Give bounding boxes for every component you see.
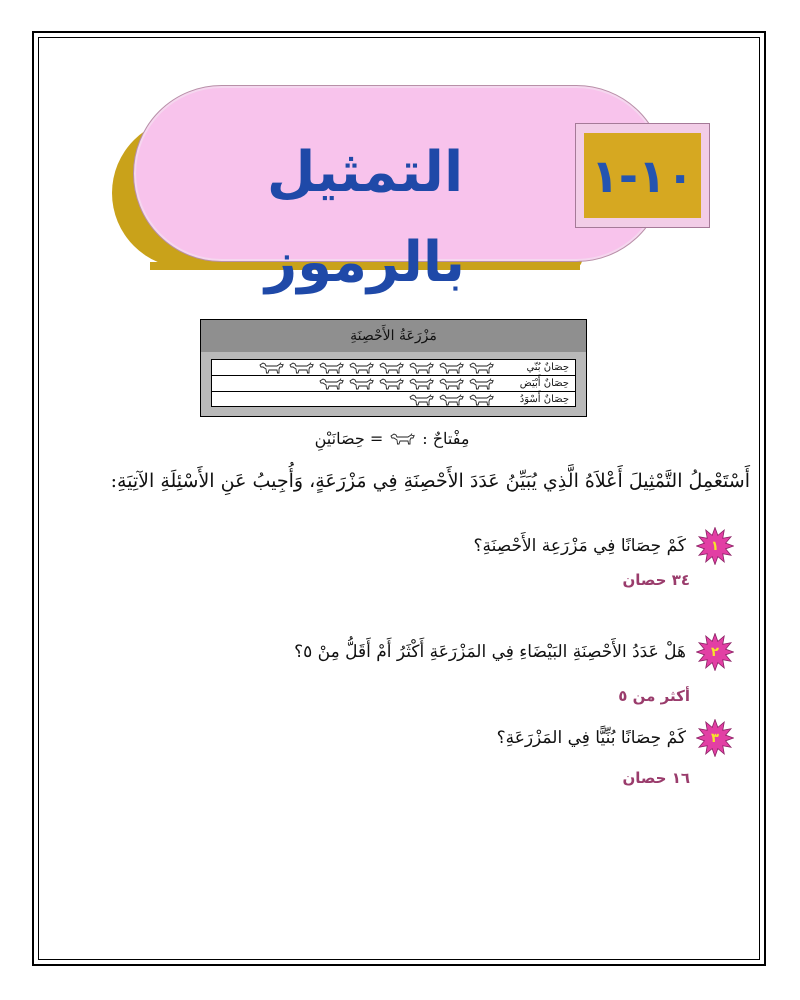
lesson-title: التمثيل بالرموز — [265, 140, 465, 295]
horse-icon — [438, 361, 465, 375]
horse-icon — [348, 377, 375, 391]
pictograph-row-black — [212, 392, 575, 406]
pictograph-row-white — [212, 376, 575, 392]
row-label: حِصَانٌ أَسْوَدُ — [519, 394, 569, 405]
starburst-icon — [696, 633, 734, 671]
pictograph-row-brown — [212, 360, 575, 376]
horse-icon — [438, 377, 465, 391]
answer-1: ٣٤ حصان — [622, 571, 690, 589]
question-number: ٢ — [711, 644, 719, 660]
question-1 — [174, 528, 734, 564]
question-text: كَمْ حِصَانًا بُنِّيًّا فِي المَزْرَعَةِ؟ — [496, 728, 686, 748]
row-label: حِصَانٌ بُنّي — [526, 362, 569, 373]
row-label: حِصَانٌ أَبْيَض — [519, 378, 569, 389]
lesson-number: ١٠-١ — [584, 133, 701, 218]
horse-icon — [468, 377, 495, 391]
lesson-number-box — [575, 123, 710, 228]
starburst-icon — [696, 719, 734, 757]
answer-2: أكثر من ٥ — [618, 687, 690, 705]
horse-icon — [318, 377, 345, 391]
question-2 — [174, 634, 734, 670]
row-icons — [408, 393, 495, 407]
horse-icon — [408, 393, 435, 407]
horse-icon — [408, 377, 435, 391]
question-number: ١ — [711, 538, 719, 554]
pictograph-title: مَزْرَعَةُ الأَحْصِنَةِ — [201, 320, 586, 353]
horse-icon — [468, 361, 495, 375]
key-value: = حِصَانَيْنِ — [314, 428, 384, 448]
question-3 — [174, 720, 734, 756]
key-label: مِفْتاحٌ : — [422, 428, 470, 448]
horse-icon — [348, 361, 375, 375]
key-horse-icon — [389, 432, 416, 445]
horse-icon — [318, 361, 345, 375]
starburst-icon — [696, 527, 734, 565]
pictograph-table — [211, 359, 576, 407]
instruction-text: أَسْتَعْمِلُ التَّمْثِيلَ أَعْلاَهُ الَّذِي يُبَيِّنُ عَدَدَ الأَحْصِنَةِ فِي مَزْرَعَةٍ، وَأُجِيبُ عَنِ الأَسْئِلَةِ الآتِيَةِ: — [110, 470, 750, 492]
horse-icon — [438, 393, 465, 407]
horse-icon — [288, 361, 315, 375]
row-icons — [258, 361, 495, 375]
question-text: هَلْ عَدَدُ الأَحْصِنَةِ البَيْضَاءِ فِي المَزْرَعَةِ أَكْثَرُ أَمْ أَقَلُّ مِنْ ٥؟ — [294, 642, 686, 662]
horse-icon — [378, 361, 405, 375]
horse-icon — [408, 361, 435, 375]
question-number: ٣ — [711, 730, 719, 746]
pictograph — [200, 319, 587, 417]
horse-icon — [378, 377, 405, 391]
pictograph-key — [272, 425, 512, 451]
row-icons — [318, 377, 495, 391]
answer-3: ١٦ حصان — [622, 769, 690, 787]
question-text: كَمْ حِصَانًا فِي مَزْرَعِة الأَحْصِنَةِ؟ — [473, 536, 686, 556]
horse-icon — [468, 393, 495, 407]
horse-icon — [258, 361, 285, 375]
